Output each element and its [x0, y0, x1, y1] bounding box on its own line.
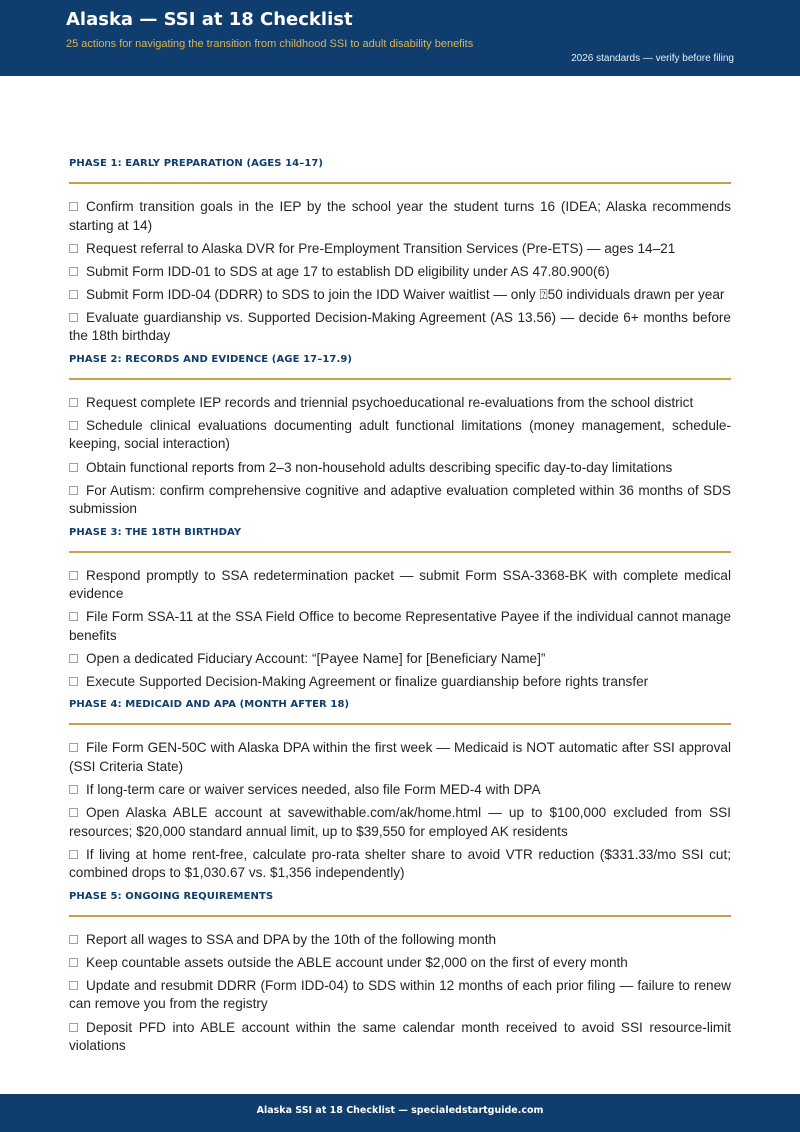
- checklist-item-text: Obtain functional reports from 2–3 non-household adults describing specific day-to-day limitations: [86, 459, 673, 475]
- checklist-item: [69, 482, 731, 519]
- standards-note: 2026 standards — verify before filing: [571, 53, 734, 64]
- phase-divider: [69, 551, 731, 553]
- checklist-item: [69, 417, 731, 454]
- checklist-item: [69, 673, 731, 692]
- page-subtitle: 25 actions for navigating the transition from childhood SSI to adult disability benefits: [66, 38, 474, 50]
- checkbox[interactable]: [69, 463, 78, 472]
- checklist-item-text: Schedule clinical evaluations documenting adult functional limitations (money management, schedule-keeping, social interaction): [69, 417, 731, 452]
- checkbox[interactable]: [69, 421, 78, 430]
- checklist-item: [69, 781, 731, 800]
- checklist-item: [69, 931, 731, 950]
- phase-section-2: [69, 352, 731, 519]
- footer-text: Alaska SSI at 18 Checklist — specialedstartguide.com: [256, 1105, 544, 1116]
- checklist-item-text: Keep countable assets outside the ABLE account under $2,000 on the first of every month: [86, 954, 628, 970]
- checklist-item-text: Request referral to Alaska DVR for Pre-Employment Transition Services (Pre-ETS) — ages 14–21: [86, 240, 676, 256]
- checklist-item: [69, 459, 731, 478]
- checklist-item-text: Update and resubmit DDRR (Form IDD-04) to SDS within 12 months of each prior filing — failure to renew can remove you from the registry: [69, 977, 731, 1012]
- checkbox[interactable]: [69, 677, 78, 686]
- checklist-item-text: File Form GEN-50C with Alaska DPA within the first week — Medicaid is NOT automatic after SSI approval (SSI Criteria State): [69, 740, 731, 774]
- checklist-item: [69, 954, 731, 973]
- phase-title: PHASE 5: ONGOING REQUIREMENTS: [69, 890, 274, 902]
- checklist-item: [69, 309, 731, 346]
- checklist-item: [69, 650, 731, 669]
- page-footer: [0, 1094, 800, 1132]
- checklist-item: [69, 804, 731, 841]
- checklist-item-text: Report all wages to SSA and DPA by the 10th of the following month: [86, 931, 497, 947]
- phase-title: PHASE 1: EARLY PREPARATION (AGES 14–17): [69, 158, 324, 169]
- checklist-item: [69, 739, 731, 776]
- checkbox[interactable]: [69, 313, 78, 322]
- checklist-item-text: Open Alaska ABLE account at savewithable.com/ak/home.html — up to $100,000 excluded from SSI resources; $20,000 standard annual limit, up to $39,550 for employed AK residents: [69, 805, 731, 839]
- checkbox[interactable]: [69, 398, 78, 407]
- phase-title: PHASE 4: MEDICAID AND APA (MONTH AFTER 18): [69, 699, 350, 711]
- checklist-item: [69, 608, 731, 645]
- checklist-item: [69, 846, 731, 883]
- checklist-item-text: If living at home rent-free, calculate pro-rata shelter share to avoid VTR reduction ($331.33/mo SSI cut; combined drops to $1,030.67 vs. $1,356 independently): [69, 846, 731, 881]
- checkbox[interactable]: [69, 850, 78, 859]
- checklist-item: [69, 263, 731, 282]
- checklist-item-text: Evaluate guardianship vs. Supported Decision-Making Agreement (AS 13.56) — decide 6+ months before the 18th birthday: [69, 309, 731, 344]
- phase-section-1: [69, 156, 731, 346]
- phase-divider: [69, 915, 731, 917]
- checklist-item-text: Execute Supported Decision-Making Agreement or finalize guardianship before rights transfer: [86, 673, 649, 689]
- checkbox[interactable]: [69, 958, 78, 967]
- checklist-item: [69, 567, 731, 604]
- checklist-item-text: Open a dedicated Fiduciary Account: “[Payee Name] for [Beneficiary Name]”: [86, 650, 546, 666]
- checklist-item-text: Submit Form IDD-04 (DDRR) to SDS to join the IDD Waiver waitlist — only ⍰50 individuals drawn per year: [86, 286, 725, 302]
- checklist-item-text: Request complete IEP records and triennial psychoeducational re-evaluations from the school district: [86, 394, 694, 410]
- phase-title: PHASE 3: THE 18TH BIRTHDAY: [69, 526, 242, 538]
- page-header: [0, 0, 800, 76]
- checklist-item-text: File Form SSA-11 at the SSA Field Office to become Representative Payee if the individual cannot manage benefits: [69, 609, 731, 643]
- page-title: Alaska — SSI at 18 Checklist: [66, 9, 353, 30]
- checkbox[interactable]: [69, 290, 78, 299]
- checkbox[interactable]: [69, 1023, 78, 1032]
- phase-section-4: [69, 697, 731, 882]
- checkbox[interactable]: [69, 244, 78, 253]
- checklist-item-text: Respond promptly to SSA redetermination packet — submit Form SSA-3368-BK with complete medical evidence: [69, 567, 731, 602]
- checklist-item-text: For Autism: confirm comprehensive cognitive and adaptive evaluation completed within 36 months of SDS submission: [69, 482, 731, 517]
- checklist-item: [69, 977, 731, 1014]
- checkbox[interactable]: [69, 981, 78, 990]
- phase-section-5: [69, 889, 731, 1056]
- phase-divider: [69, 378, 731, 380]
- checkbox[interactable]: [69, 202, 78, 211]
- checkbox[interactable]: [69, 267, 78, 276]
- checklist-item: [69, 1019, 731, 1056]
- checkbox[interactable]: [69, 808, 78, 817]
- checkbox[interactable]: [69, 654, 78, 663]
- checklist-item-text: Deposit PFD into ABLE account within the same calendar month received to avoid SSI resource-limit violations: [69, 1019, 731, 1053]
- checklist-item: [69, 240, 731, 259]
- checklist-item: [69, 394, 731, 413]
- phase-section-3: [69, 525, 731, 692]
- checklist-item: [69, 286, 731, 305]
- checkbox[interactable]: [69, 571, 78, 580]
- checklist-content: [69, 150, 731, 1060]
- checkbox[interactable]: [69, 486, 78, 495]
- checkbox[interactable]: [69, 612, 78, 621]
- checkbox[interactable]: [69, 743, 78, 752]
- checklist-item-text: If long-term care or waiver services needed, also file Form MED-4 with DPA: [86, 782, 541, 798]
- checklist-item: [69, 198, 731, 235]
- checklist-item-text: Submit Form IDD-01 to SDS at age 17 to establish DD eligibility under AS 47.80.900(6): [86, 263, 610, 279]
- checkbox[interactable]: [69, 935, 78, 944]
- checkbox[interactable]: [69, 785, 78, 794]
- checklist-item-text: Confirm transition goals in the IEP by the school year the student turns 16 (IDEA; Alaska recommends starting at 14): [69, 199, 731, 233]
- phase-divider: [69, 182, 731, 184]
- phase-divider: [69, 723, 731, 725]
- phase-title: PHASE 2: RECORDS AND EVIDENCE (AGE 17–17.9): [69, 353, 353, 365]
